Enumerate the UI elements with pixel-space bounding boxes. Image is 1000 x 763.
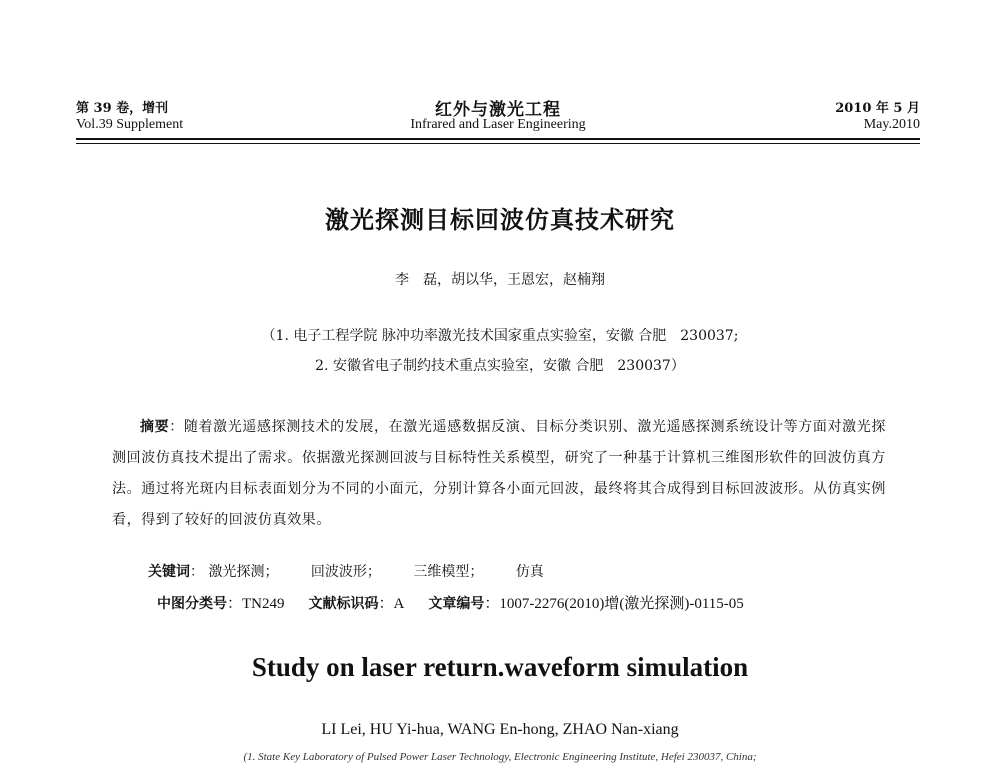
header-rule-thin (76, 143, 920, 144)
abstract (112, 412, 886, 536)
date-cn: 2010 年 5 月 (835, 101, 920, 116)
paper-title-en: Study on laser return.waveform simulation (251, 652, 749, 682)
keywords-label: 关键词 (148, 564, 190, 580)
article-number-value: ：1007-2276(2010)增(激光探测)-0115-05 (484, 596, 744, 612)
authors-cn: 李 磊，胡以华，王恩宏，赵楠翔 (395, 272, 605, 288)
date-en: May.2010 (863, 117, 920, 132)
doc-code-label: 文献标识码 (308, 596, 379, 612)
header-rule-thick (76, 138, 920, 140)
keywords-sep: ： (190, 564, 204, 580)
doc-code-value: ：A (378, 596, 405, 612)
abstract-text: ：随着激光遥感探测技术的发展，在激光遥感数据反演、目标分类识别、激光遥感探测系统设计等方面对激光探测回波仿真技术提出了需求。依据激光探测回波与目标特性关系模型，研究了一种基于计算机三维图形软件的回波仿真方法。通过将光斑内目标表面划分为不同的小面元，分别计算各小面元回波，最终将其合成得到目标回波波形。从仿真实例看，得到了较好的回波仿真效果。 (112, 419, 886, 528)
journal-header-cn (76, 95, 920, 120)
affiliation-cn-2: 2. 安徽省电子制约技术重点实验室，安徽 合肥 230037） (315, 358, 685, 374)
keyword-item: 仿真 (515, 564, 544, 580)
abstract-label: 摘要 (140, 419, 170, 435)
journal-header-en (76, 117, 920, 135)
volume-en: Vol.39 Supplement (76, 117, 184, 132)
paper-title-cn: 激光探测目标回波仿真技术研究 (325, 206, 675, 234)
volume-cn: 第 39 卷，增刊 (76, 101, 169, 116)
classification-line (157, 592, 744, 613)
journal-name-en: Infrared and Laser Engineering (410, 117, 586, 132)
article-number-label: 文章编号 (428, 596, 485, 612)
keyword-item: 三维模型； (413, 564, 484, 580)
keywords (148, 561, 572, 581)
affiliation-cn-1: （1. 电子工程学院 脉冲功率激光技术国家重点实验室，安徽 合肥 230037; (261, 328, 739, 344)
affiliation-en: (1. State Key Laboratory of Pulsed Power Laser Technology, Electronic Engineering Institute, Hefei 230037, China; (243, 751, 757, 763)
clc-value: ：TN249 (227, 596, 285, 612)
keyword-item: 回波波形； (310, 564, 381, 580)
clc-label: 中图分类号 (157, 596, 227, 612)
keyword-item: 激光探测； (208, 564, 279, 580)
journal-name-cn: 红外与激光工程 (435, 100, 561, 120)
authors-en: LI Lei, HU Yi-hua, WANG En-hong, ZHAO Nan-xiang (321, 721, 679, 738)
